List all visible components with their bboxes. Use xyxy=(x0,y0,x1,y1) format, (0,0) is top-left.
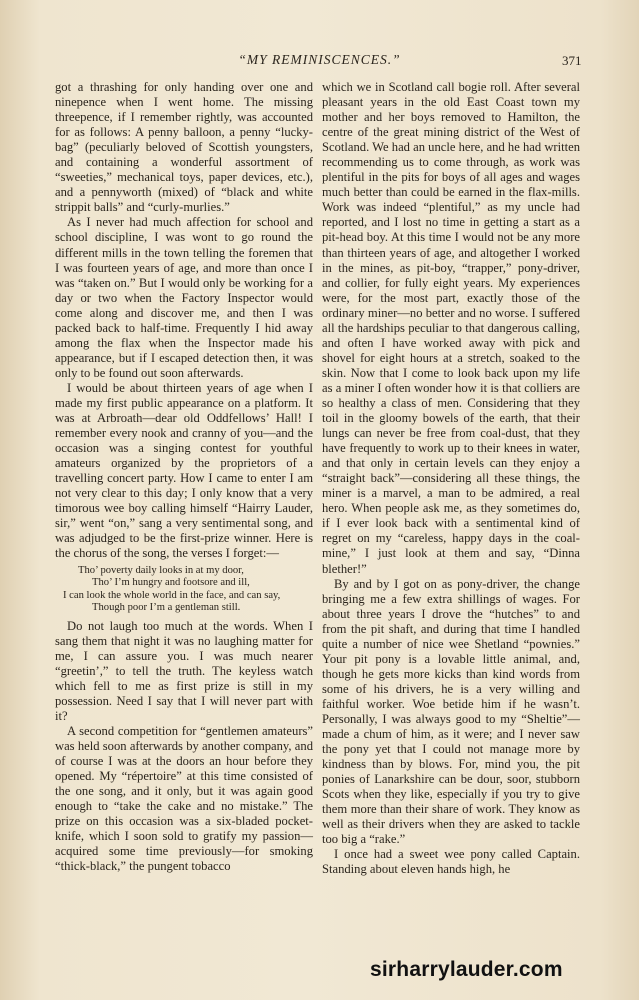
page-number: 371 xyxy=(562,53,582,68)
paragraph: I would be about thirteen years of age when I made my first public appearance on a platform. It was at Arbroath—dear old Oddfellows’ Hall! I remember every nook and cranny of you—and the occasion was a singing contest for youthful amateurs organized by the proprietors of a travelling concert party. How I came to enter I am not very clear to this day; I only know that a very timorous wee boy calling himself “Hairry Lauder, sir,” went “on,” sang a very sentimental song, and was adjudged to be the first-prize winner. Here is the chorus of the song, the verses I forget:— xyxy=(55,380,313,561)
running-header-title: “MY REMINISCENCES.” xyxy=(238,52,401,67)
verse-line: I can look the whole world in the face, and can say, xyxy=(63,589,281,601)
verse-line: Tho’ I’m hungry and footsore and ill, xyxy=(92,577,250,588)
verse-line: Though poor I’m a gentleman still. xyxy=(92,602,241,613)
paragraph: which we in Scotland call bogie roll. After several pleasant years in the old East Coast town my mother and her boys removed to Hamilton, the centre of the great mining district of the West of Scotland. We had an uncle here, and he had written recommending us to come through, as work was plentiful in the pits for boys of all ages and wages much better than could be earned in the flax-mills. Work was indeed “plentiful,” as my uncle had reported, and I lost no time in getting a start as a pit-head boy. At this time I would not be any more than thirteen years of age, and altogether I worked in the mines, as pit-boy, “trapper,” pony-driver, and collier, for fully eight years. My experiences were, for the most part, exactly those of the ordinary miner—no better and no worse. I suffered all the hardships peculiar to that dangerous calling, and often I have worked away with pick and shovel for eight hours at a stretch, soaked to the skin. Now that I come to look back upon my life as a miner I often wonder how it is that colliers are so healthy a class of men. Considering that they toil in the gloomy bowels of the earth, that their lungs can never be free from coal-dust, that they have frequently to work up to their knees in water, and that only in certain levels can they enjoy a “straight back”—considering all these things, the miner is a marvel, a man to be admired, a real hero. When people ask me, as they sometimes do, if I ever look back with a sentimental kind of regret on my “careless, happy days in the coal-mine,” I just look at them and say, “Dinna blether!” xyxy=(322,80,580,576)
paragraph: As I never had much affection for school and school discipline, I was wont to go round the different mills in the town telling the foremen that I was fourteen years of age, and more than once I was “taken on.” But I would only be working for a day or two when the Factory Inspector would come along and discover me, and then I was packed back to half-time. Frequently I hid away among the flax when the Inspector made his appearance, but if I escaped detection then, it was only to be found out soon afterwards. xyxy=(55,215,313,380)
paragraph: got a thrashing for only handing over one and ninepence when I went home. The missing threepence, if I remember rightly, was accounted for as follows: A penny balloon, a penny “lucky-bag” (peculiarly beloved of Scottish youngsters, and containing a wonderful assortment of “sweeties,” mechanical toys, paper devices, etc.), and a pennyworth (mixed) of “black and white strippit balls” and “curly-murlies.” xyxy=(55,80,313,215)
song-chorus xyxy=(55,565,313,615)
website-watermark: sirharrylauder.com xyxy=(370,958,563,981)
paragraph: A second competition for “gentlemen amateurs” was held soon afterwards by another company, and of course I was at the doors an hour before they opened. My “répertoire” at this time consisted of the one song, and it only, but it was again good enough to “take the cake and no mistake.” The prize on this occasion was a six-bladed pocket-knife, which I soon sold to gratify my passion—acquired some time previously—for smoking “thick-black,” the pungent tobacco xyxy=(55,723,313,874)
left-column xyxy=(55,80,313,874)
paragraph: By and by I got on as pony-driver, the change bringing me a few extra shillings of wages. For about three years I drove the “hutches” to and from the pit shaft, and during that time I handled quite a number of nice wee Shetland “pownies.” Your pit pony is a lovable little animal, and, though he gets more kicks than kind words from some of his drivers, he is a very willing and faithful worker. Woe betide him if he wasn’t. Personally, I was always good to my “Sheltie”—made a chum of him, as it were; and I never saw the pony yet that I could not manage more by kindness than by blows. For, mind you, the pit ponies of Lanarkshire can be dour, soor, stubborn Scots when they like, especially if you try to give them more than their share of work. They know as well as their drivers when they are asked to tackle too big a “rake.” xyxy=(322,576,580,847)
paragraph: I once had a sweet wee pony called Captain. Standing about eleven hands high, he xyxy=(322,847,580,877)
right-column xyxy=(322,80,580,877)
paragraph: Do not laugh too much at the words. When I sang them that night it was no laughing matter for me, I can assure you. I was much nearer “greetin’,” to tell the truth. The keyless watch which fell to me as first prize is still in my possession. Need I say that I will never part with it? xyxy=(55,618,313,723)
verse-line: Tho’ poverty daily looks in at my door, xyxy=(78,564,244,576)
